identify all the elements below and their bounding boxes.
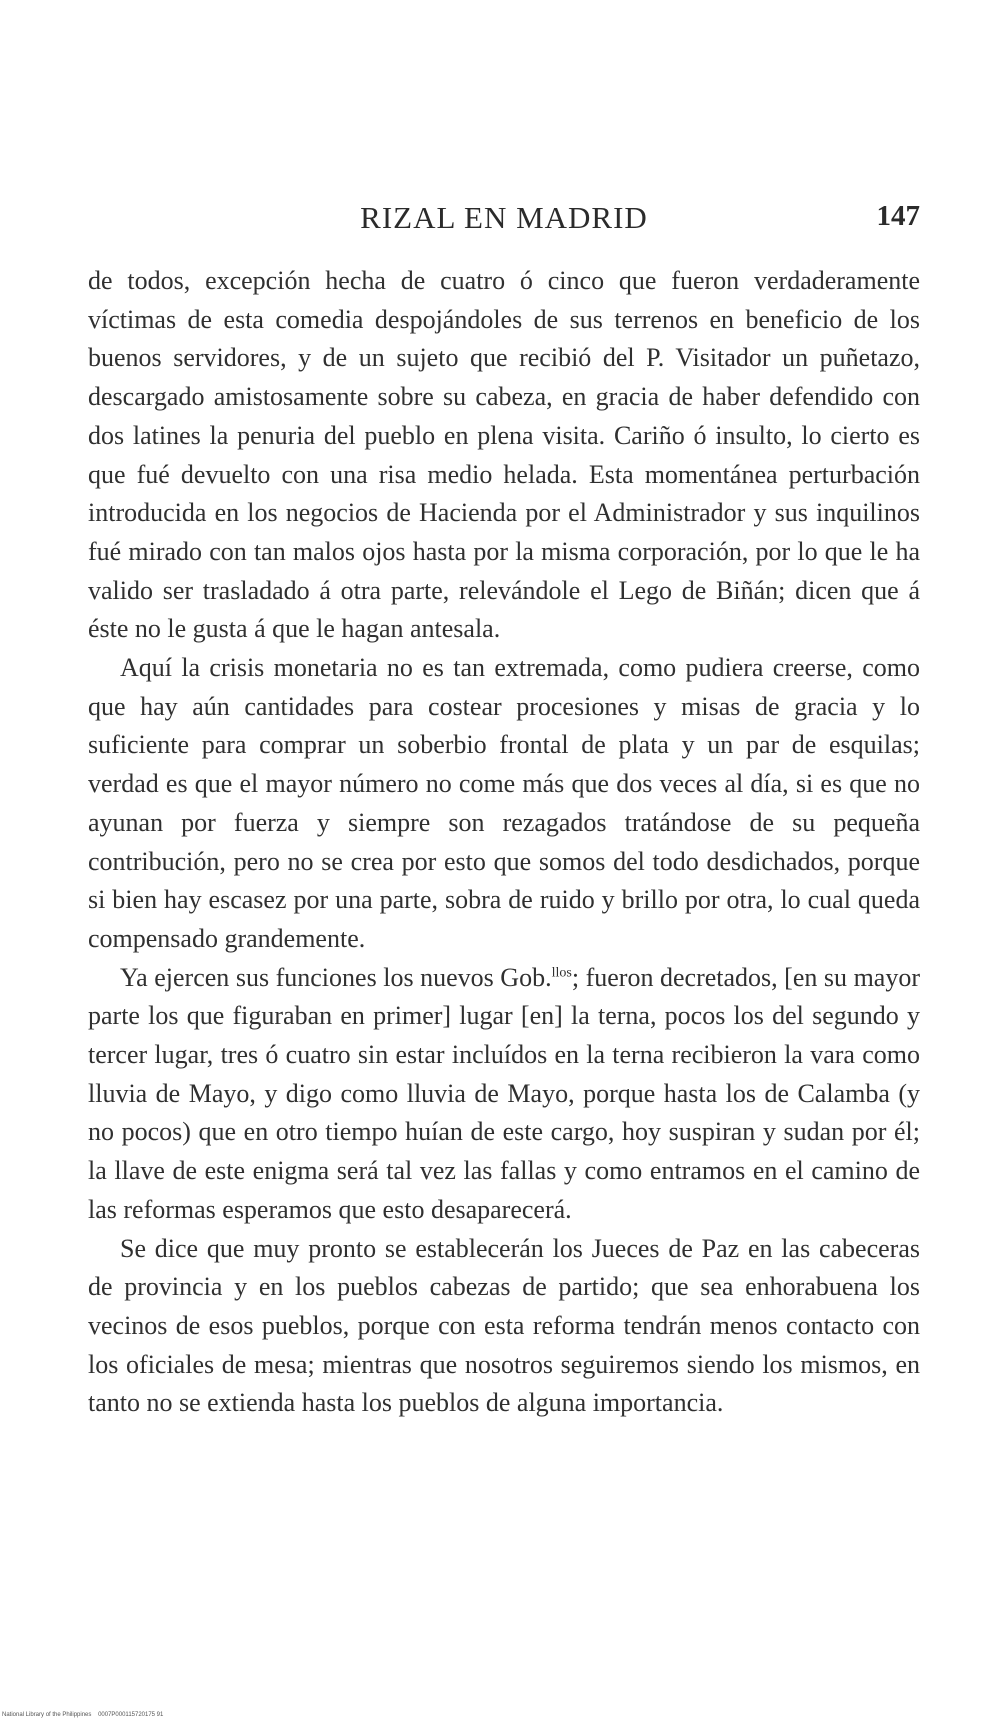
footer-source: National Library of the Philippines — [2, 1712, 92, 1718]
paragraph-gobernadorcillos — [88, 959, 920, 1230]
running-title: RIZAL EN MADRID — [360, 200, 648, 235]
paragraph-text-after: ; fueron decretados, [en su mayor parte los que figuraban en primer] lugar [en] la terna, pocos los del segundo y tercer lugar, tres ó cuatro sin estar incluídos en la terna recibieron la vara como lluvia de Mayo, y digo como lluvia de Mayo, porque hasta los de Calamba (y no pocos) que en otro tiempo huían de este cargo, hoy suspiran y sudan por él; la llave de este enigma será tal vez las fallas y como entramos en el camino de las reformas esperamos que esto desaparecerá. — [88, 962, 920, 1224]
scan-footer — [2, 1712, 163, 1718]
paragraph-crisis-monetaria: Aquí la crisis monetaria no es tan extremada, como pudiera creerse, como que hay aún cantidades para costear procesiones y misas de gracia y lo suficiente para comprar un soberbio frontal de plata y un par de esquilas; verdad es que el mayor número no come más que dos veces al día, si es que no ayunan por fuerza y siempre son rezagados tratándose de su pequeña contribución, pero no se crea por esto que somos del todo desdichados, porque si bien hay escasez por una parte, sobra de ruido y brillo por otra, lo cual queda compensado grandemente. — [88, 653, 920, 953]
paragraph-jueces-de-paz: Se dice que muy pronto se establecerán los Jueces de Paz en las cabeceras de provincia y en los pueblos cabezas de partido; que sea enhorabuena los vecinos de esos pueblos, porque con esta reforma tendrán menos contacto con los oficiales de mesa; mientras que nosotros seguiremos siendo los mismos, en tanto no se extienda hasta los pueblos de alguna importancia. — [88, 1233, 920, 1418]
page-number: 147 — [876, 200, 920, 232]
body-text — [88, 262, 920, 1423]
superscript-abbreviation: llos — [551, 965, 572, 980]
paragraph-text-before: Ya ejercen sus funciones los nuevos Gob. — [120, 962, 552, 992]
running-head — [88, 200, 920, 240]
paragraph-continued: de todos, excepción hecha de cuatro ó cinco que fueron verdaderamente víctimas de esta comedia despojándoles de sus terrenos en beneficio de los buenos servidores, y de un sujeto que recibió del P. Visitador un puñetazo, descargado amistosamente sobre su cabeza, en gracia de haber defendido con dos latines la penuria del pueblo en plena visita. Cariño ó insulto, lo cierto es que fué devuelto con una risa medio helada. Esta momentánea perturbación introducida en los negocios de Hacienda por el Administrador y sus inquilinos fué mirado con tan malos ojos hasta por la misma corporación, por lo que le ha valido ser trasladado á otra parte, relevándole el Lego de Biñán; dicen que á éste no le gusta á que le hagan antesala. — [88, 266, 920, 644]
footer-code: 0007P000115720175 91 — [98, 1712, 164, 1718]
